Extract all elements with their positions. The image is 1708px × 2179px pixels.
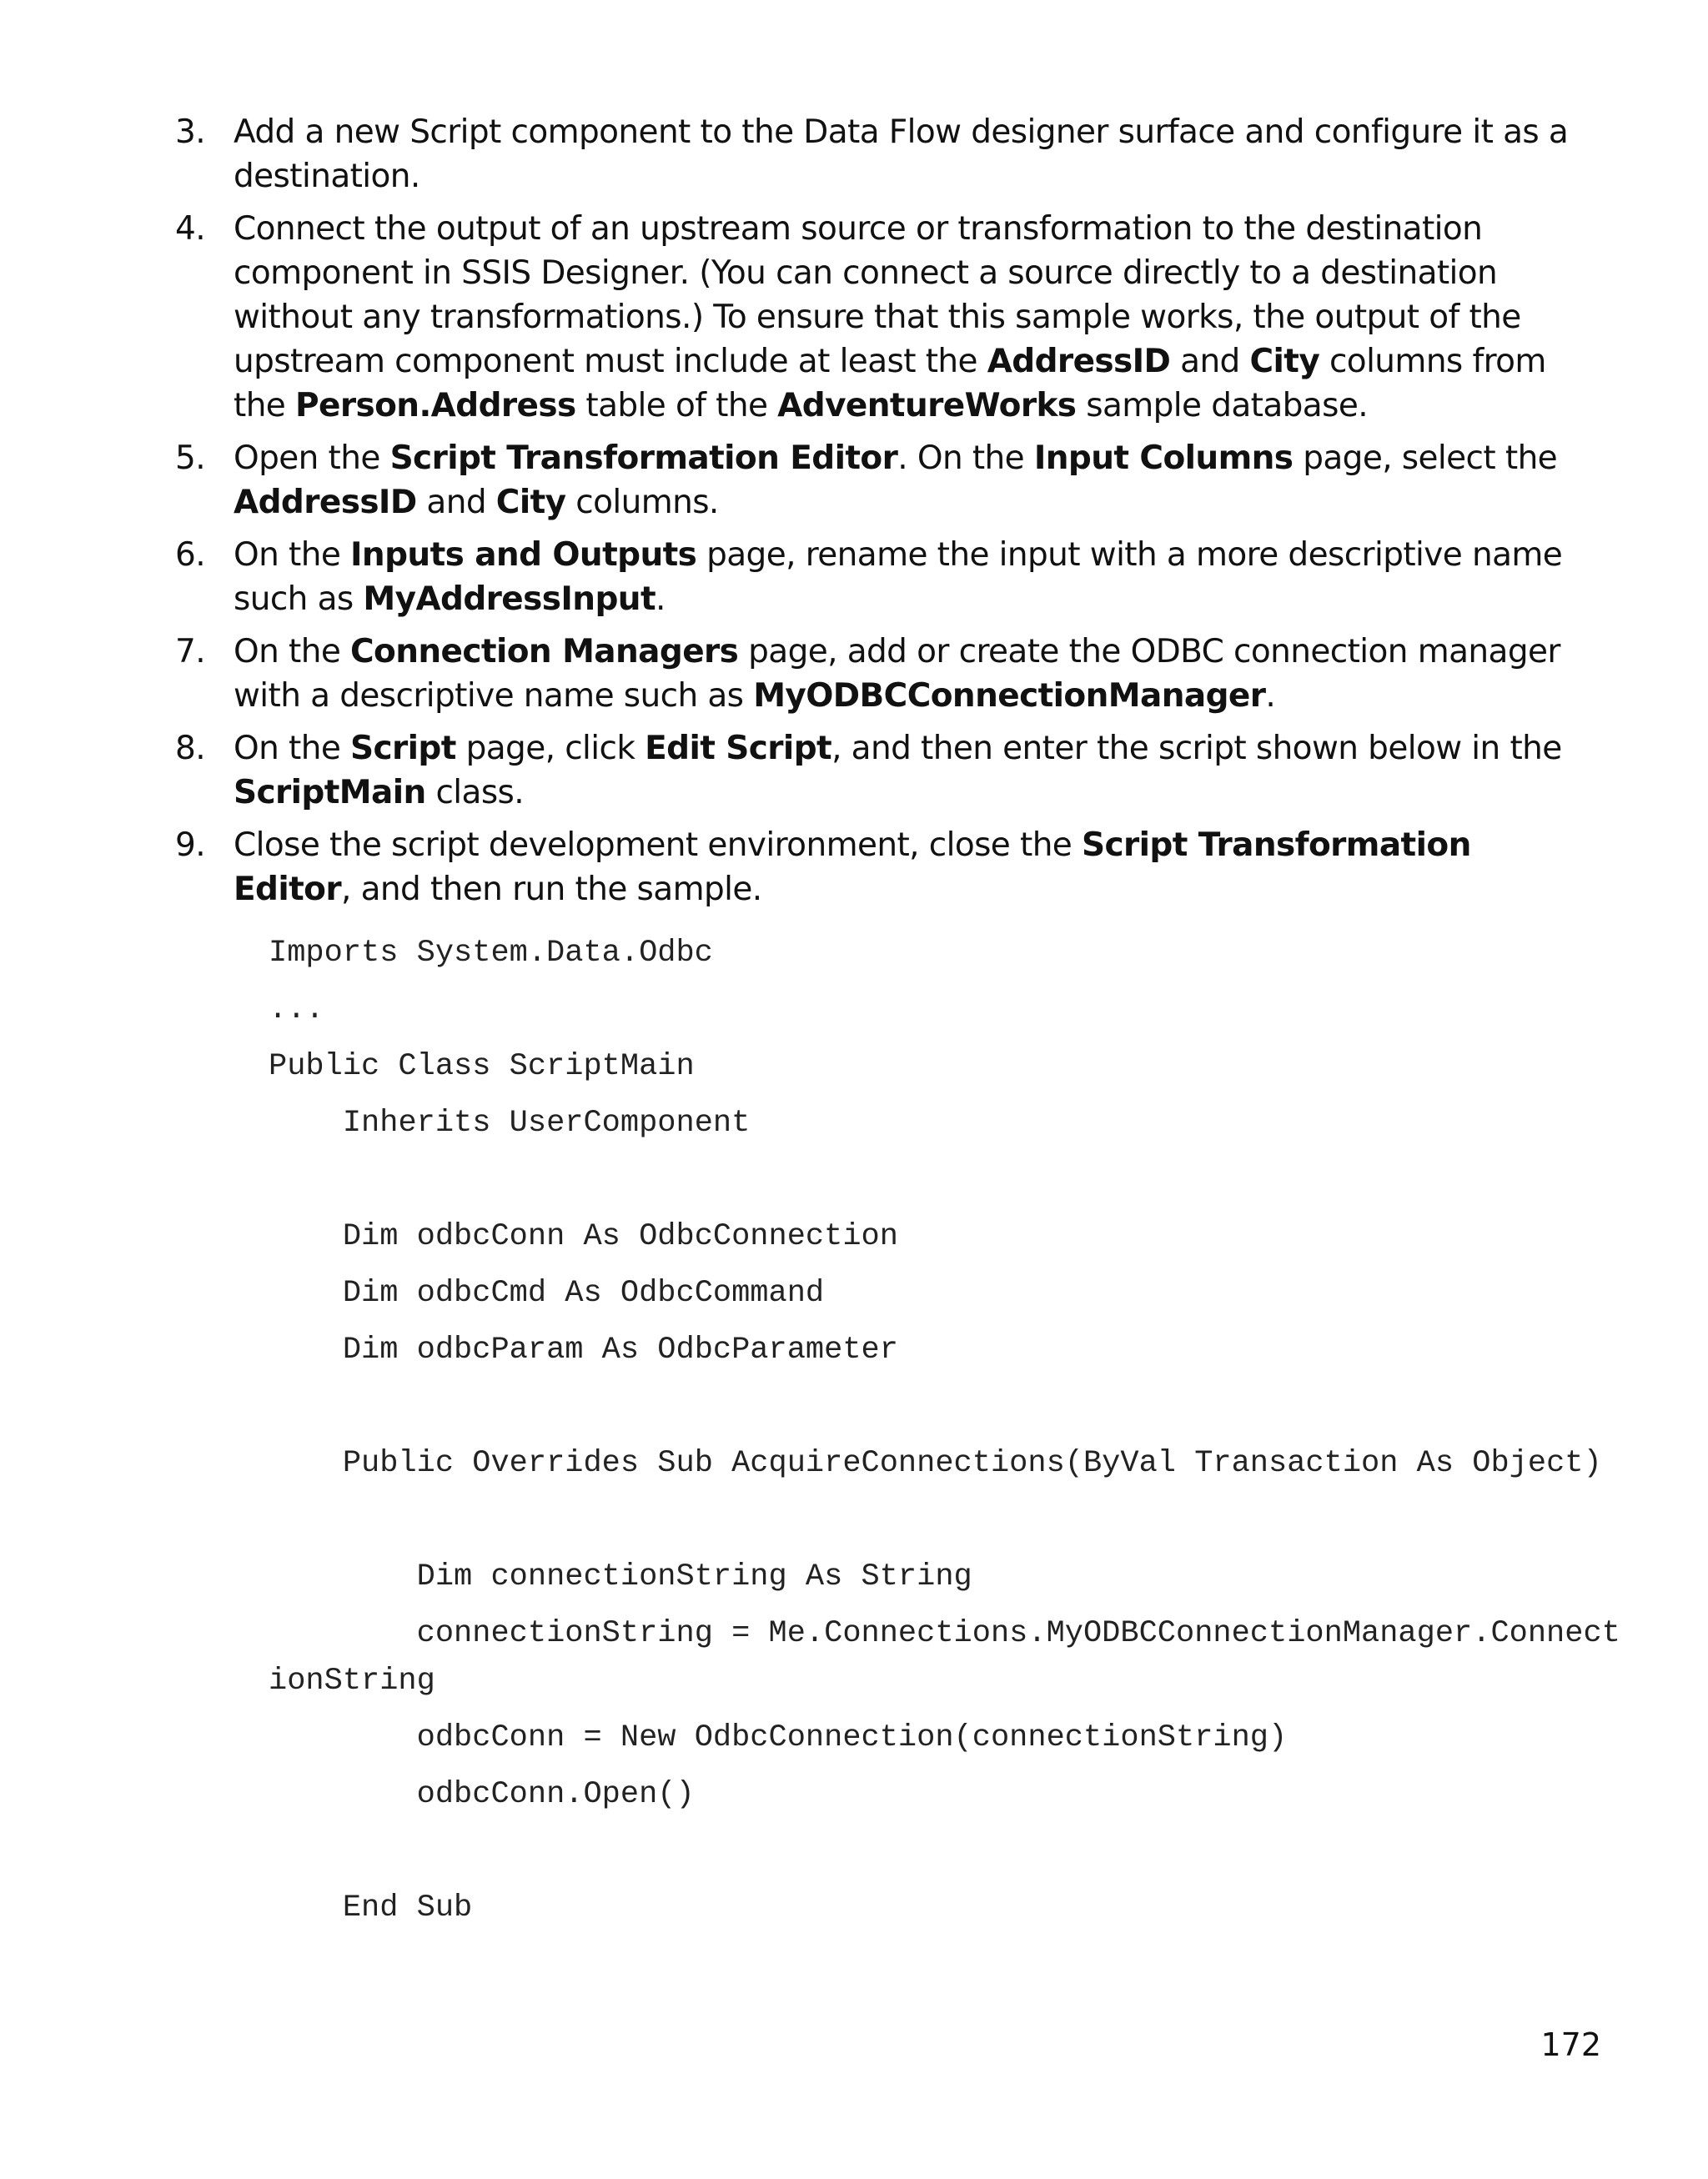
step-number: 9. <box>175 826 206 864</box>
step-text: Close the script development environment, close the Script Transformation Editor, and then run the sample. <box>234 826 1471 908</box>
code-line: Public Class ScriptMain <box>269 1049 695 1084</box>
code-line: Dim connectionString As String <box>269 1559 972 1594</box>
code-line: odbcConn.Open() <box>269 1777 695 1812</box>
code-line: connectionString = Me.Connections.MyODBCConnectionManager.ConnectionString <box>269 1616 1620 1699</box>
step-number: 3. <box>175 113 206 151</box>
step-item <box>0 726 1708 815</box>
code-line: Dim odbcParam As OdbcParameter <box>269 1333 898 1368</box>
code-block <box>269 930 1636 1941</box>
step-text: On the Script page, click Edit Script, and then enter the script shown below in the ScriptMain class. <box>234 730 1562 811</box>
code-line: Imports System.Data.Odbc <box>269 936 713 971</box>
step-number: 7. <box>175 633 206 670</box>
code-line: Dim odbcCmd As OdbcCommand <box>269 1276 825 1311</box>
step-number: 4. <box>175 210 206 248</box>
code-line <box>269 1157 1636 1204</box>
step-item <box>0 207 1708 428</box>
step-item <box>0 823 1708 911</box>
code-line: Dim odbcConn As OdbcConnection <box>269 1219 898 1254</box>
step-number: 6. <box>175 536 206 574</box>
code-line <box>269 1828 1636 1875</box>
code-line: End Sub <box>269 1890 473 1925</box>
step-number: 5. <box>175 439 206 477</box>
step-number: 8. <box>175 730 206 767</box>
page-number: 172 <box>1540 2026 1601 2063</box>
code-line: Inherits UserComponent <box>269 1106 751 1141</box>
step-item <box>0 436 1708 525</box>
instruction-steps <box>0 110 1708 920</box>
step-text: On the Connection Managers page, add or create the ODBC connection manager with a descriptive name such as MyODBCConnectionManager. <box>234 633 1560 715</box>
step-text: Add a new Script component to the Data Flow designer surface and configure it as a destination. <box>234 113 1569 195</box>
code-line: odbcConn = New OdbcConnection(connectionString) <box>269 1720 1288 1755</box>
step-text: Open the Script Transformation Editor. On the Input Columns page, select the AddressID and City columns. <box>234 439 1558 521</box>
step-item <box>0 533 1708 621</box>
code-line <box>269 1383 1636 1431</box>
step-text: On the Inputs and Outputs page, rename the input with a more descriptive name such as MyAddressInput. <box>234 536 1563 618</box>
code-line <box>269 1497 1636 1544</box>
step-text: Connect the output of an upstream source or transformation to the destination component in SSIS Designer. (You can connect a source directly to a destination without any transformations.) To ensure that this sample works, the output of the upstream component must include at least the AddressID and City columns from the Person.Address table of the AdventureWorks sample database. <box>234 210 1546 424</box>
step-item <box>0 630 1708 718</box>
code-line: ... <box>269 992 324 1027</box>
step-item <box>0 110 1708 198</box>
code-line: Public Overrides Sub AcquireConnections(ByVal Transaction As Object) <box>269 1446 1602 1481</box>
